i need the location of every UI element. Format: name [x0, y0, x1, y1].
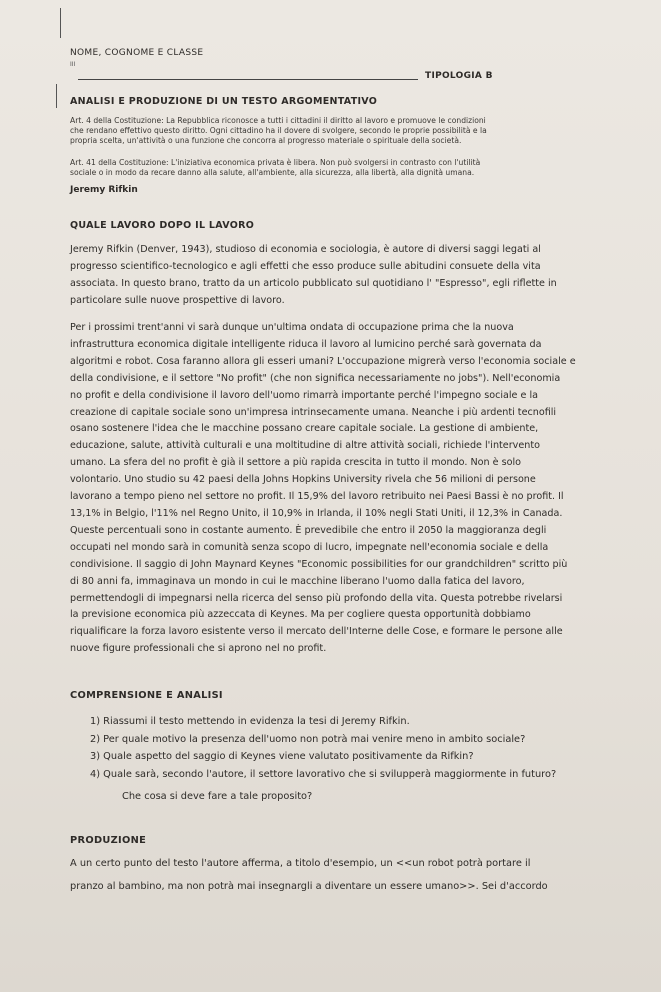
body-line: della condivisione, e il settore "No profit" (che non significa necessariamente no jobs"). Nell'economia — [70, 372, 561, 384]
body-line: volontario. Uno studio su 42 paesi della Johns Hopkins University rivela che 56 milioni di persone — [70, 474, 536, 486]
body-line: osano sostenere l'idea che le macchine possano creare capitale sociale. La gestione di ambiente, — [70, 423, 539, 435]
body-line: la previsione economica più azzeccata di Keynes. Ma per cogliere questa opportunità dobbiamo — [70, 609, 531, 621]
body-line: infrastruttura economica digitale intelligente riduca il lavoro al lumicino perché sarà governata da — [70, 338, 542, 350]
margin-mark — [56, 84, 57, 108]
intro-line: Jeremy Rifkin (Denver, 1943), studioso di economia e sociologia, è autore di diversi saggi legati al — [70, 244, 541, 255]
question-4: 4) Quale sarà, secondo l'autore, il settore lavorativo che si svilupperà maggiormente in futuro? — [90, 768, 557, 780]
quote-line: propria scelta, un'attività o una funzione che concorra al progresso materiale o spirituale della società. — [70, 136, 462, 145]
body-line: occupati nel mondo sarà in comunità senza scopo di lucro, impegnate nell'economia sociale e della — [70, 541, 549, 553]
body-line: nuove figure professionali che si aprono nel no profit. — [70, 643, 327, 655]
body-line: lavorano a tempo pieno nel settore no profit. Il 15,9% del lavoro retribuito nei Paesi Bassi è no profit. Il — [70, 491, 564, 503]
intro-line: particolare sulle nuove prospettive di lavoro. — [70, 294, 285, 306]
line-prefix: III — [70, 61, 76, 68]
quote-line: Art. 4 della Costituzione: La Repubblica riconosce a tutti i cittadini il diritto al lavoro e promuove le condizioni — [70, 116, 486, 125]
production-line: A un certo punto del testo l'autore afferma, a titolo d'esempio, un <<un robot potrà portare il — [70, 858, 531, 869]
body-line: educazione, salute, attività culturali e una moltitudine di altre attività sociali, richiede l'intervento — [70, 440, 540, 452]
body-line: Per i prossimi trent'anni vi sarà dunque un'ultima ondata di occupazione prima che la nuova — [70, 322, 514, 333]
intro-line: associata. In questo brano, tratto da un articolo pubblicato sul quotidiano l' "Espresso", egli riflette in — [70, 277, 557, 289]
quote-line: che rendano effettivo questo diritto. Ogni cittadino ha il dovere di svolgere, secondo le proprie possibilità e la — [70, 126, 487, 135]
body-line: creazione di capitale sociale sono un'impresa intrinsecamente umana. Neanche i più ardenti tecnofili — [70, 406, 557, 418]
article-title: QUALE LAVORO DOPO IL LAVORO — [70, 220, 255, 231]
body-line: umano. La sfera del no profit è già il settore a più rapida crescita in tutto il mondo. Non è solo — [70, 457, 521, 469]
question-4-continuation: Che cosa si deve fare a tale proposito? — [122, 791, 313, 802]
body-line: Queste percentuali sono in costante aumento. È prevedibile che entro il 2050 la maggioranza degli — [70, 524, 547, 536]
body-line: permettendogli di impegnarsi nella ricerca del senso più profondo della vita. Questa potrebbe rivelarsi — [70, 592, 563, 604]
comprehension-questions — [90, 713, 556, 806]
author-name: Jeremy Rifkin — [70, 185, 138, 195]
production-text — [70, 855, 548, 895]
production-line: pranzo al bambino, ma non potrà mai insegnargli a diventare un essere umano>>. Sei d'accordo — [70, 880, 548, 892]
question-3: 3) Quale aspetto del saggio di Keynes viene valutato positivamente da Rifkin? — [90, 751, 474, 762]
student-name-label: NOME, COGNOME E CLASSE — [70, 48, 204, 58]
quote-article-41 — [70, 158, 480, 178]
body-line: 13,1% in Belgio, l'11% nel Regno Unito, il 10,9% in Irlanda, il 10% negli Stati Uniti, il 12,3% in Canada. — [70, 507, 563, 519]
intro-line: progresso scientifico-tecnologico e agli effetti che esso produce sulle abitudini consuete della vita — [70, 260, 541, 272]
question-2: 2) Per quale motivo la presenza dell'uomo non potrà mai venire meno in ambito sociale? — [90, 733, 526, 745]
quote-article-4 — [70, 116, 487, 146]
intro-paragraph — [70, 242, 557, 310]
body-text — [70, 320, 576, 658]
section-title: ANALISI E PRODUZIONE DI UN TESTO ARGOMENTATIVO — [70, 96, 378, 107]
student-name-line — [78, 79, 418, 80]
tipologia-label: TIPOLOGIA B — [425, 71, 493, 81]
margin-mark — [60, 8, 61, 38]
body-line: riqualificare la forza lavoro esistente verso il mercato dell'Interne delle Cose, e formare le persone alle — [70, 626, 563, 638]
quote-line: sociale o in modo da recare danno alla salute, all'ambiente, alla sicurezza, alla libertà, alla dignità umana. — [70, 168, 475, 177]
body-line: di 80 anni fa, immaginava un mondo in cui le macchine liberano l'uomo dalla fatica del lavoro, — [70, 575, 525, 587]
quote-line: Art. 41 della Costituzione: L'iniziativa economica privata è libera. Non può svolgersi in contrasto con l'utilità — [70, 158, 481, 167]
comprehension-title: COMPRENSIONE E ANALISI — [70, 690, 223, 701]
production-title: PRODUZIONE — [70, 835, 147, 846]
body-line: no profit e della condivisione il lavoro dell'uomo rimarrà importante perché l'impegno sociale e la — [70, 389, 538, 401]
body-line: algoritmi e robot. Cosa faranno allora gli esseri umani? L'occupazione migrerà verso l'economia sociale e — [70, 355, 576, 367]
question-1: 1) Riassumi il testo mettendo in evidenza la tesi di Jeremy Rifkin. — [90, 716, 410, 727]
body-line: condivisione. Il saggio di John Maynard Keynes "Economic possibilities for our grandchildren" scritto più — [70, 558, 568, 570]
